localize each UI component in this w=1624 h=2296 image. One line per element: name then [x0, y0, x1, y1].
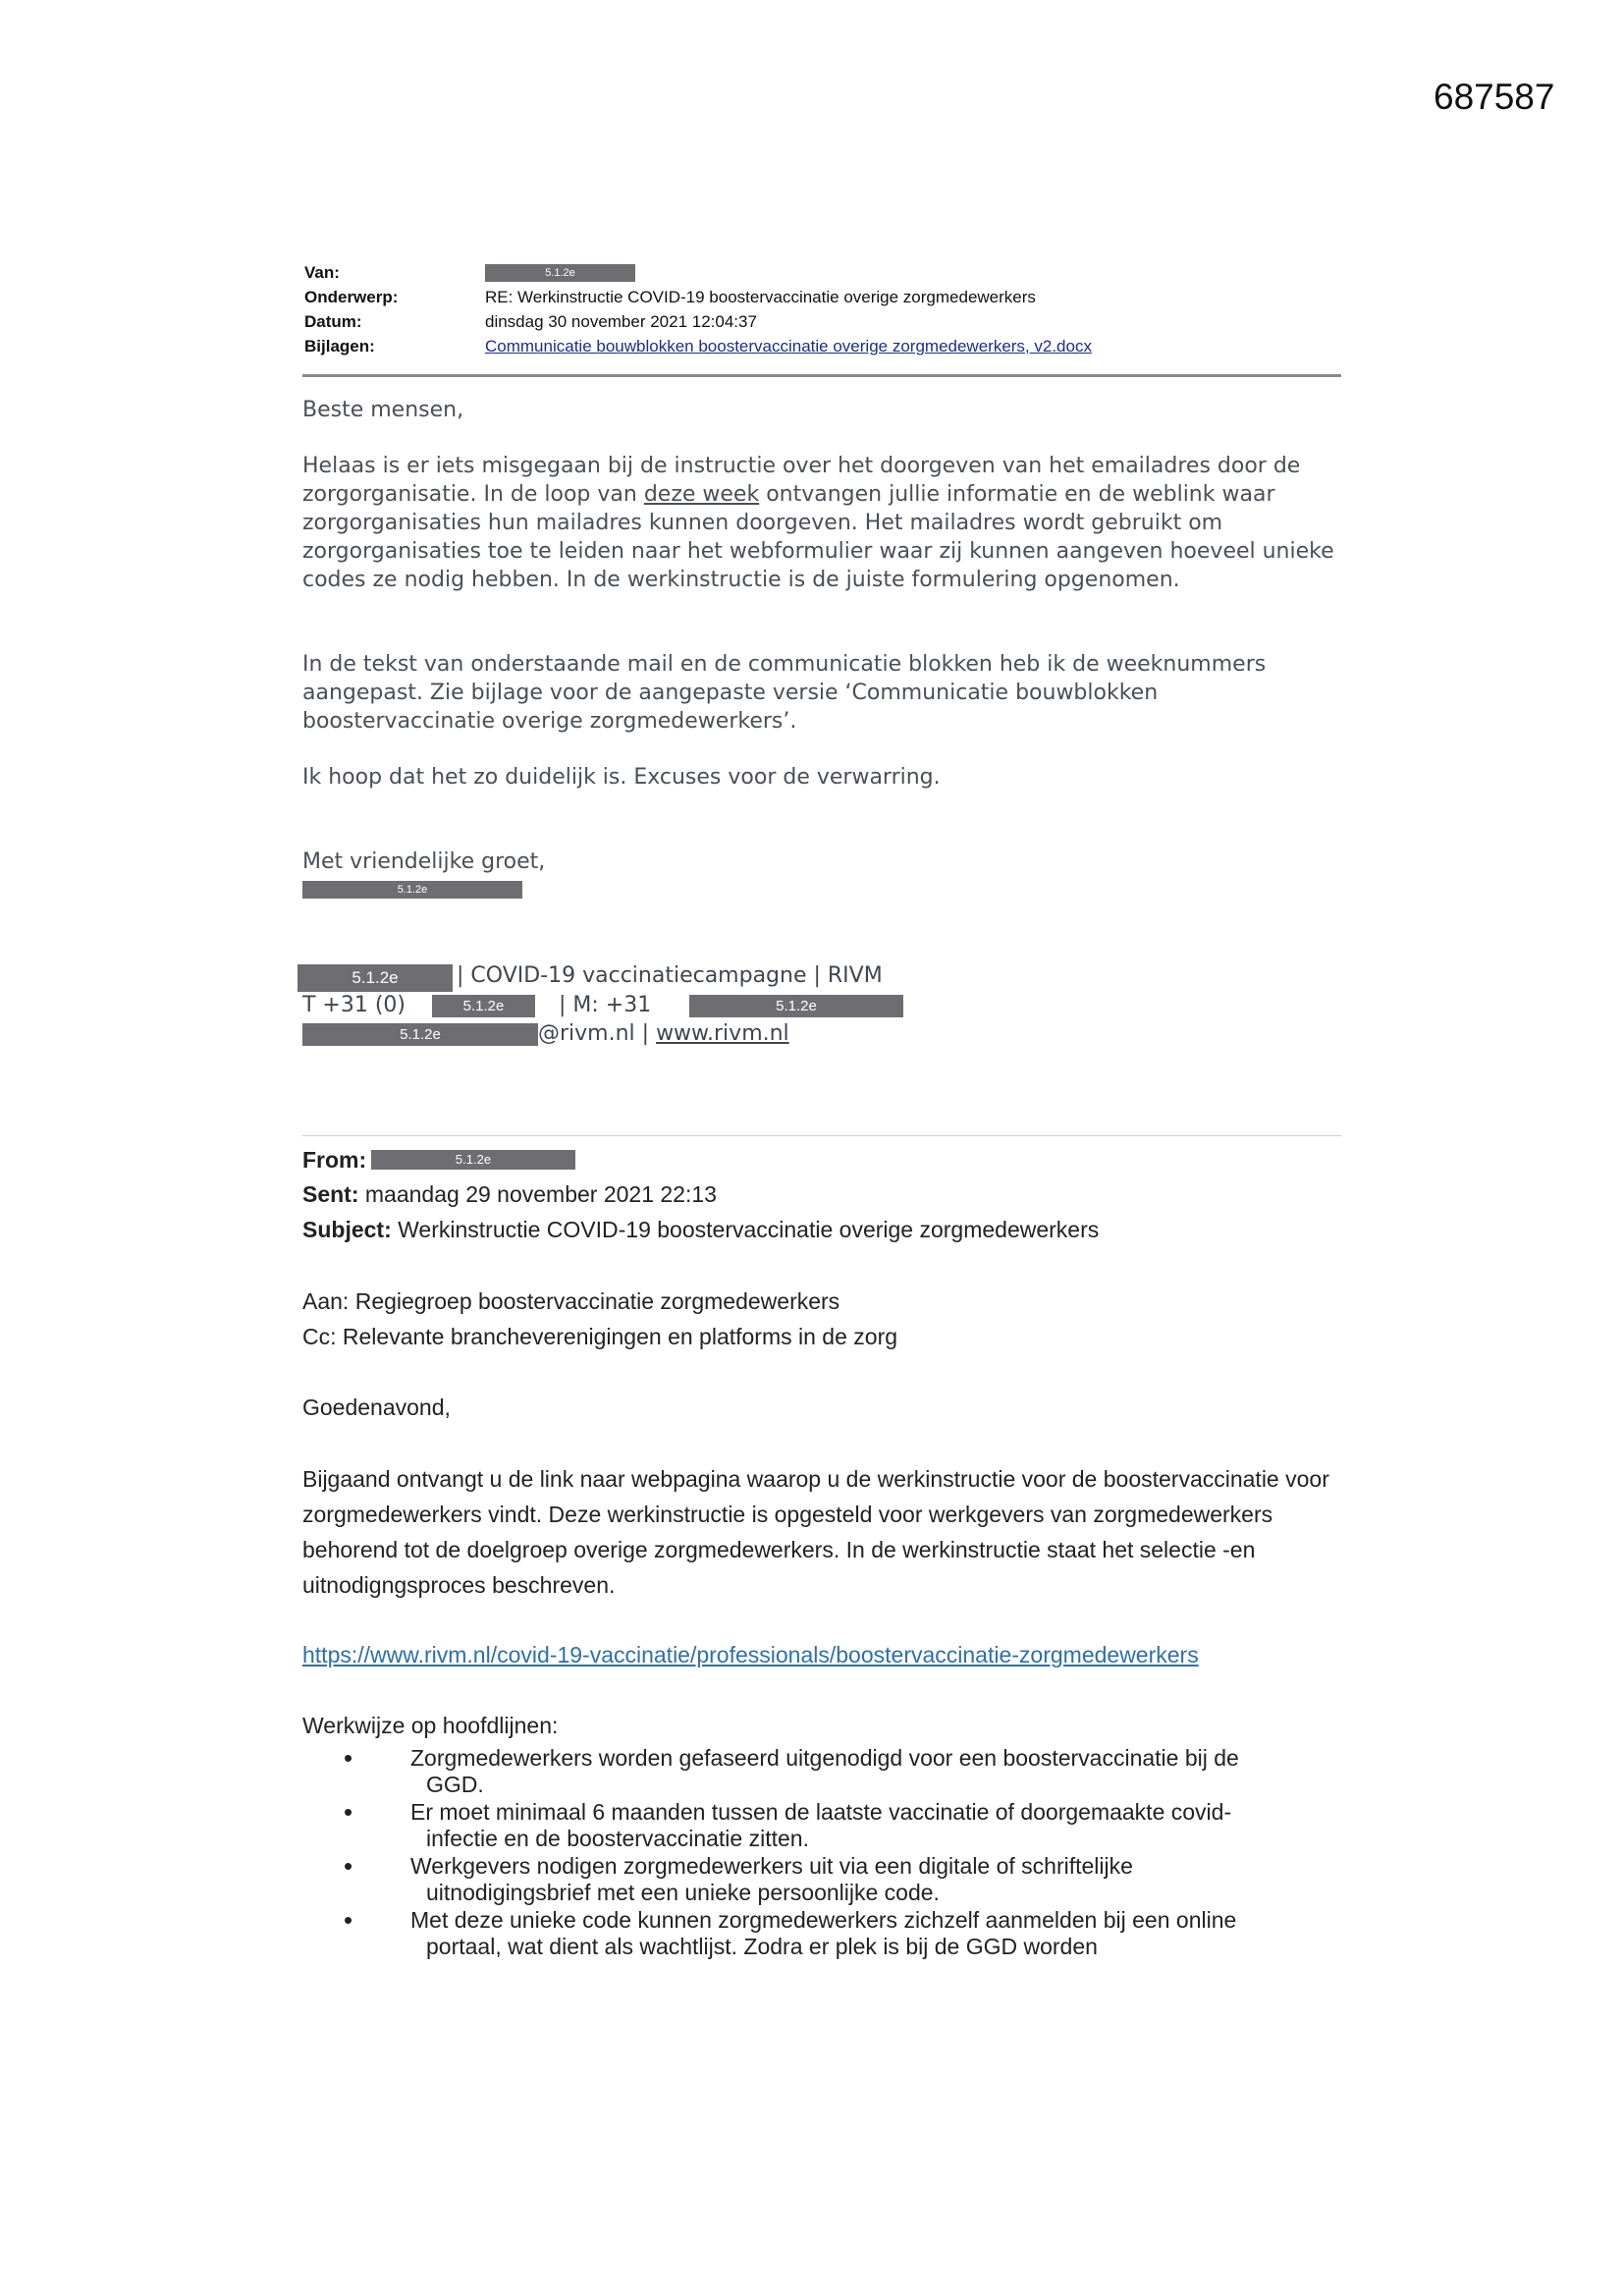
- redacted-signature-name: 5.1.2e: [298, 964, 453, 992]
- forward-sent-row: [302, 1181, 1343, 1208]
- reply-greeting: Beste mensen,: [302, 398, 464, 422]
- reply-p1-after: ontvangen jullie informatie en de weblink waar zorgorganisaties hun mailadres kunnen doorgeven. Het mailadres wordt gebruikt om zorgorganisaties toe te leiden naar het webformulier waar zij kunnen aangeven hoeveel unieke codes ze nodig hebben. In de werkinstructie is de juiste formulering opgenomen.: [302, 482, 1334, 592]
- attachments-label: Bijlagen:: [304, 337, 375, 355]
- forward-body: [302, 1461, 1343, 1603]
- bullet-line-2: GGD.: [426, 1772, 484, 1797]
- from-label: Van:: [304, 263, 340, 282]
- signature-phone-prefix: T +31 (0): [302, 993, 406, 1017]
- method-heading: Werkwijze op hoofdlijnen:: [302, 1713, 559, 1738]
- bullet-icon: •: [344, 1905, 353, 1935]
- signature-mobile-label: | M: +31: [559, 993, 652, 1017]
- forward-from-label: From:: [302, 1147, 367, 1173]
- redacted-mobile: 5.1.2e: [689, 995, 903, 1017]
- reply-paragraph-3: Ik hoop dat het zo duidelijk is. Excuses voor de verwarring.: [302, 765, 941, 790]
- list-item: [344, 1745, 1326, 1798]
- forward-divider: [302, 1135, 1341, 1136]
- forward-to-line: Aan: Regiegroep boostervaccinatie zorgmedewerkers: [302, 1288, 840, 1314]
- list-item: [344, 1799, 1326, 1852]
- forward-subject-label: Subject:: [302, 1217, 392, 1242]
- redacted-email: 5.1.2e: [302, 1023, 538, 1046]
- subject-label: Onderwerp:: [304, 288, 399, 306]
- signature-website-link[interactable]: www.rivm.nl: [656, 1021, 789, 1046]
- header-divider: [302, 374, 1341, 377]
- date-value: dinsdag 30 november 2021 12:04:37: [485, 312, 757, 331]
- bullet-line-2: infectie en de boostervaccinatie zitten.: [426, 1826, 809, 1851]
- signature-organisation: | COVID-19 vaccinatiecampagne | RIVM: [457, 963, 883, 988]
- attachment-link[interactable]: Communicatie bouwblokken boostervaccinatie overige zorgmedewerkers, v2.docx: [485, 337, 1092, 355]
- reply-p1-before: Helaas is er iets misgegaan bij de instructie over het doorgeven van het emailadres door de zorgorganisatie. In de loop van: [302, 454, 1301, 507]
- forward-greeting: Goedenavond,: [302, 1394, 451, 1420]
- bullet-line-1: Er moet minimaal 6 maanden tussen de laatste vaccinatie of doorgemaakte covid-: [410, 1799, 1232, 1825]
- bullet-icon: •: [344, 1851, 353, 1881]
- bullet-line-1: Zorgmedewerkers worden gefaseerd uitgenodigd voor een boostervaccinatie bij de: [410, 1745, 1239, 1771]
- redacted-forward-sender: 5.1.2e: [371, 1150, 575, 1170]
- bullet-line-1: Met deze unieke code kunnen zorgmedewerkers zichzelf aanmelden bij een online: [410, 1907, 1237, 1933]
- forward-subject-row: [302, 1217, 1343, 1243]
- bullet-icon: •: [344, 1743, 353, 1773]
- bullet-icon: •: [344, 1797, 353, 1827]
- signature-email-line: [538, 1021, 789, 1046]
- werkinstructie-link[interactable]: https://www.rivm.nl/covid-19-vaccinatie/professionals/boostervaccinatie-zorgmedewerkers: [302, 1642, 1199, 1667]
- list-item: [344, 1907, 1326, 1960]
- reply-closing: Met vriendelijke groet,: [302, 849, 546, 874]
- forward-subject-value: Werkinstructie COVID-19 boostervaccinatie overige zorgmedewerkers: [391, 1217, 1100, 1242]
- reply-p2-text: In de tekst van onderstaande mail en de communicatie blokken heb ik de weeknummers aangepast. Zie bijlage voor de aangepaste versie ‘Communicatie bouwblokken boostervaccinatie overige zorgmedewerkers’.: [302, 652, 1267, 734]
- redacted-sender: 5.1.2e: [485, 264, 635, 282]
- reply-p1-underlined: deze week: [643, 482, 760, 507]
- bullet-line-2: uitnodigingsbrief met een unieke persoonlijke code.: [426, 1880, 940, 1905]
- forward-cc-line: Cc: Relevante brancheverenigingen en platforms in de zorg: [302, 1324, 898, 1349]
- bullet-line-2: portaal, wat dient als wachtlijst. Zodra er plek is bij de GGD worden: [426, 1934, 1098, 1959]
- method-bullet-list: [344, 1745, 1326, 1961]
- list-item: [344, 1853, 1326, 1906]
- bullet-line-1: Werkgevers nodigen zorgmedewerkers uit via een digitale of schriftelijke: [410, 1853, 1133, 1879]
- date-label: Datum:: [304, 312, 362, 331]
- subject-value: RE: Werkinstructie COVID-19 boostervaccinatie overige zorgmedewerkers: [485, 288, 1036, 306]
- redacted-phone: 5.1.2e: [432, 995, 535, 1017]
- document-number: 687587: [1434, 77, 1555, 117]
- reply-paragraph-1: [302, 452, 1343, 594]
- forward-body-text: Bijgaand ontvangt u de link naar webpagina waarop u de werkinstructie voor de boostervaccinatie voor zorgmedewerkers vindt. Deze werkinstructie is opgesteld voor werkgevers van zorgmedewerkers behorend tot de doelgroep overige zorgmedewerkers. In de werkinstructie staat het selectie -en uitnodigngsproces beschreven.: [302, 1466, 1329, 1598]
- forward-sent-value: maandag 29 november 2021 22:13: [358, 1181, 717, 1207]
- reply-paragraph-2: [302, 650, 1343, 736]
- signature-email-domain: @rivm.nl |: [538, 1021, 657, 1046]
- redacted-sender-name: 5.1.2e: [302, 881, 522, 899]
- forward-sent-label: Sent:: [302, 1181, 359, 1207]
